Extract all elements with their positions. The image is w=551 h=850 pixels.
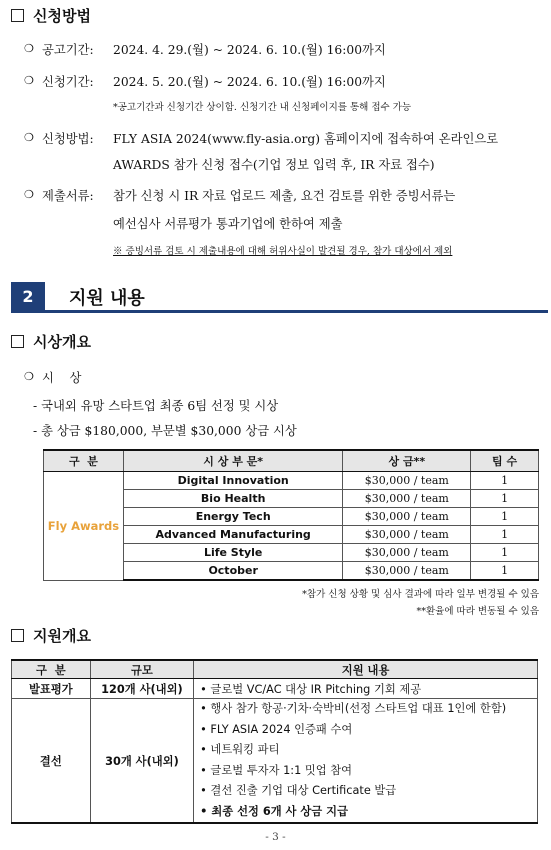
award-teams: 1 [471, 490, 539, 508]
table-row [12, 699, 538, 824]
circle-bullet-icon: ❍ [24, 131, 34, 144]
list-item: • 최종 선정 6개 사 상금 지급 [200, 804, 348, 818]
col-header-type: 구 분 [44, 450, 124, 472]
circle-bullet-icon: ❍ [24, 74, 34, 87]
section-title-award: 시상개요 [33, 333, 91, 351]
award-table-note1: *참가 신청 상황 및 심사 결과에 따라 일부 변경될 수 있음 [302, 589, 539, 600]
support-scale: 120개 사(내외) [90, 679, 193, 699]
apply-method-label: 신청방법: [42, 132, 94, 146]
award-line2: - 총 상금 $180,000, 부문별 $30,000 상금 시상 [33, 424, 297, 438]
list-item: • 네트워킹 파티 [200, 743, 280, 756]
award-teams: 1 [471, 562, 539, 581]
page-number: - 3 - [265, 831, 286, 843]
award-table-note2: **환율에 따라 변동될 수 있음 [416, 606, 539, 617]
award-teams: 1 [471, 472, 539, 490]
award-prize: $30,000 / team [343, 526, 471, 544]
award-prize: $30,000 / team [343, 562, 471, 581]
circle-bullet-icon: ❍ [24, 42, 34, 55]
award-category: Advanced Manufacturing [123, 526, 343, 544]
circle-bullet-icon: ❍ [24, 370, 34, 383]
award-prize: $30,000 / team [343, 472, 471, 490]
support-type: 발표평가 [12, 679, 91, 699]
col-header-type: 구 분 [12, 660, 91, 679]
section-header-support [0, 282, 548, 312]
award-table [43, 449, 539, 581]
section-rule [11, 310, 548, 313]
notice-period-label: 공고기간: [42, 43, 94, 57]
award-category: Bio Health [123, 490, 343, 508]
list-item: • 글로벌 투자자 1:1 밋업 참여 [200, 763, 353, 777]
award-teams: 1 [471, 526, 539, 544]
award-teams: 1 [471, 544, 539, 562]
apply-period-label: 신청기간: [42, 75, 94, 89]
award-line1: - 국내외 유망 스타트업 최종 6팀 선정 및 시상 [33, 399, 279, 413]
apply-period-value: 2024. 5. 20.(월) ~ 2024. 6. 10.(월) 16:00까지 [113, 75, 386, 89]
documents-line1: 참가 신청 시 IR 자료 업로드 제출, 요건 검토를 위한 증빙서류는 [113, 189, 456, 203]
support-type: 결선 [12, 699, 91, 824]
checkbox-icon [11, 9, 24, 22]
checkbox-icon [11, 629, 24, 642]
table-row [44, 472, 539, 490]
apply-method-line1: FLY ASIA 2024(www.fly-asia.org) 홈페이지에 접속하여 온라인으로 [113, 132, 499, 146]
documents-note: ※ 증빙서류 검토 시 제출내용에 대해 허위사실이 발견될 경우, 참가 대상에서 제외 [113, 246, 453, 257]
section-number: 2 [11, 282, 45, 312]
award-label: 시 상 [42, 371, 82, 385]
list-item: • FLY ASIA 2024 인증패 수여 [200, 722, 353, 736]
support-item: • 글로벌 VC/AC 대상 IR Pitching 기회 제공 [194, 679, 538, 699]
list-item: • 결선 진출 기업 대상 Certificate 발급 [200, 784, 397, 797]
award-prize: $30,000 / team [343, 490, 471, 508]
award-teams: 1 [471, 508, 539, 526]
apply-method-line2: AWARDS 참가 신청 접수(기업 정보 입력 후, IR 자료 접수) [113, 158, 435, 172]
col-header-category: 시 상 부 문* [123, 450, 343, 472]
col-header-prize: 상 금** [343, 450, 471, 472]
award-category: October [123, 562, 343, 581]
award-category: Energy Tech [123, 508, 343, 526]
checkbox-icon [11, 335, 24, 348]
award-category: Life Style [123, 544, 343, 562]
col-header-content: 지원 내용 [194, 660, 538, 679]
award-prize: $30,000 / team [343, 508, 471, 526]
section-title-apply: 신청방법 [33, 7, 91, 25]
award-prize: $30,000 / team [343, 544, 471, 562]
list-item: • 행사 참가 항공·기차·숙박비(선정 스타트업 대표 1인에 한함) [200, 702, 507, 715]
documents-line2: 예선심사 서류평가 통과기업에 한하여 제출 [113, 217, 343, 231]
table-row [12, 679, 538, 699]
col-header-teams: 팀 수 [471, 450, 539, 472]
section-title-support-overview: 지원개요 [33, 627, 91, 645]
support-scale: 30개 사(내외) [90, 699, 193, 824]
group-fly-awards: Fly Awards [44, 472, 124, 581]
section-title: 지원 내용 [69, 288, 145, 309]
documents-label: 제출서류: [42, 189, 94, 203]
support-items [194, 699, 538, 824]
notice-period-value: 2024. 4. 29.(월) ~ 2024. 6. 10.(월) 16:00까지 [113, 43, 386, 57]
circle-bullet-icon: ❍ [24, 188, 34, 201]
apply-period-note: *공고기간과 신청기간 상이함. 신청기간 내 신청페이지를 통해 접수 가능 [113, 102, 412, 113]
award-category: Digital Innovation [123, 472, 343, 490]
support-table [11, 659, 538, 824]
col-header-scale: 규모 [90, 660, 193, 679]
